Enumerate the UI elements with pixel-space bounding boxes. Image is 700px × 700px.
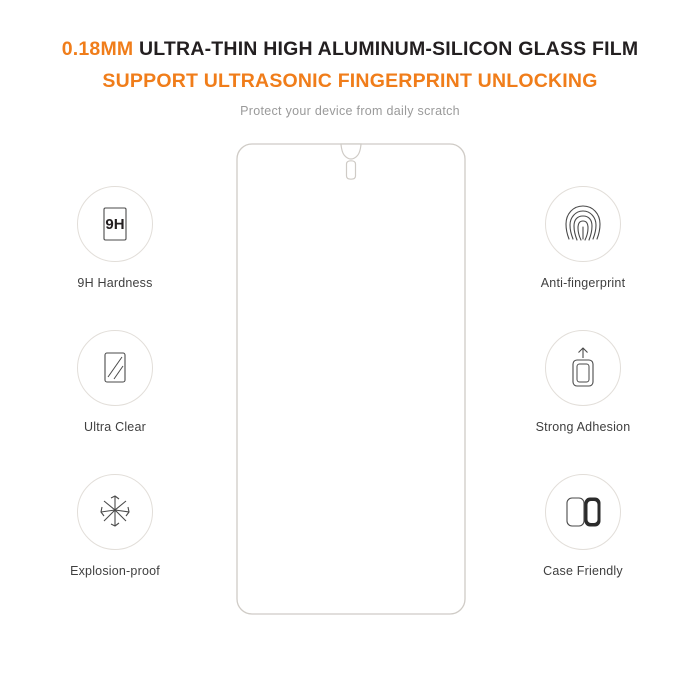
- feature-9h-hardness: [40, 186, 190, 290]
- nine-h-label: 9H: [105, 216, 125, 233]
- feature-case-friendly: [508, 474, 658, 578]
- page-subtitle: SUPPORT ULTRASONIC FINGERPRINT UNLOCKING: [102, 70, 598, 92]
- feature-label: Explosion-proof: [70, 564, 160, 578]
- feature-label: 9H Hardness: [77, 276, 153, 290]
- ultra-clear-icon: [93, 346, 137, 390]
- hardness-9h-icon: [93, 202, 137, 246]
- feature-icon-circle: [545, 186, 621, 262]
- feature-anti-fingerprint: [508, 186, 658, 290]
- feature-icon-circle: [77, 186, 153, 262]
- feature-explosion-proof: [40, 474, 190, 578]
- feature-ultra-clear: [40, 330, 190, 434]
- feature-label: Case Friendly: [543, 564, 623, 578]
- feature-icon-circle: [77, 330, 153, 406]
- fingerprint-icon: [560, 201, 606, 247]
- feature-label: Strong Adhesion: [535, 420, 631, 434]
- headline-rest: ULTRA-THIN HIGH ALUMINUM-SILICON GLASS FILM: [138, 38, 639, 60]
- feature-strong-adhesion: [508, 330, 658, 434]
- feature-label: Anti-fingerprint: [540, 276, 626, 290]
- page-tagline: Protect your device from daily scratch: [240, 104, 460, 118]
- feature-label: Ultra Clear: [84, 420, 146, 434]
- feature-icon-circle: [545, 330, 621, 406]
- explosion-proof-icon: [91, 488, 139, 536]
- feature-icon-circle: [545, 474, 621, 550]
- case-friendly-icon: [559, 488, 607, 536]
- headline-accent: 0.18MM: [61, 38, 134, 60]
- feature-icon-circle: [77, 474, 153, 550]
- adhesion-icon: [560, 345, 606, 391]
